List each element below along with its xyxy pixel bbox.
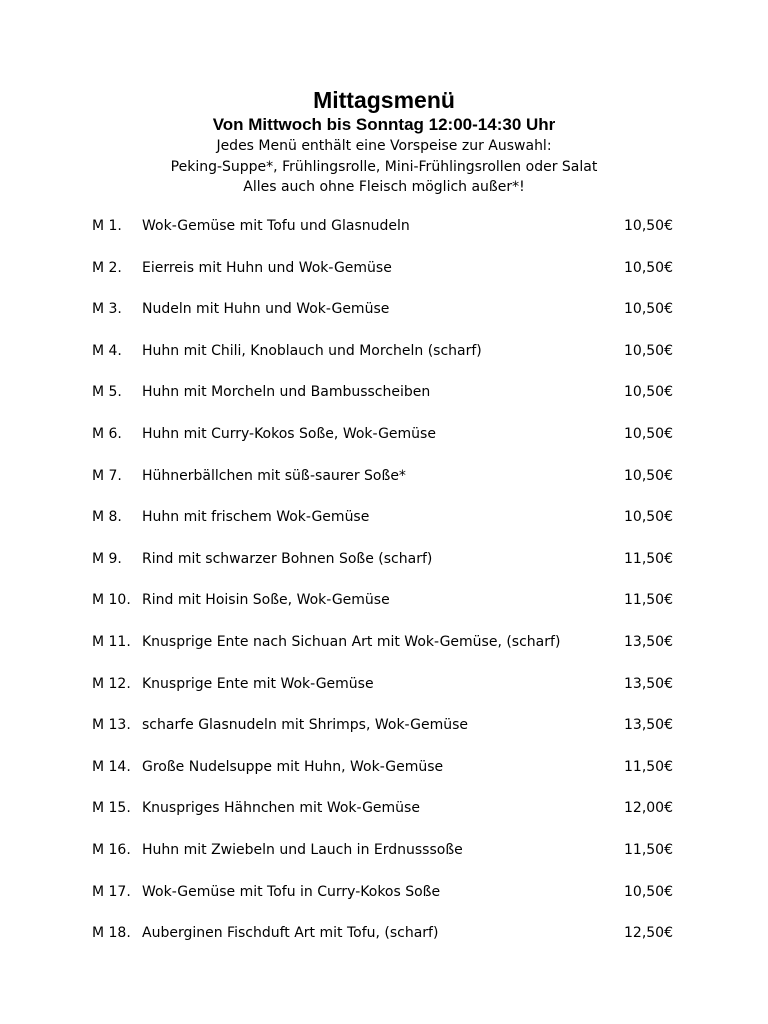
menu-item-dish: Große Nudelsuppe mit Huhn, Wok-Gemüse — [142, 758, 444, 775]
menu-item-dish: Knusprige Ente nach Sichuan Art mit Wok-Gemüse, (scharf) — [142, 633, 561, 650]
menu-item-dish: Nudeln mit Huhn und Wok-Gemüse — [142, 301, 390, 318]
menu-item-number: M 6. — [92, 425, 122, 442]
menu-item-price: 11,50€ — [624, 550, 673, 567]
menu-item-number: M 7. — [92, 467, 122, 484]
menu-item-dish: Wok-Gemüse mit Tofu und Glasnudeln — [142, 218, 410, 234]
menu-item-number: M 9. — [92, 550, 122, 567]
menu-item-dish: Huhn mit Chili, Knoblauch und Morcheln (scharf) — [142, 342, 482, 359]
menu-item-number: M 15. — [92, 800, 131, 817]
menu-item-price: 13,50€ — [624, 675, 673, 692]
menu-list — [0, 214, 768, 963]
info-line-starter: Jedes Menü enthält eine Vorspeise zur Auswahl: — [216, 138, 552, 154]
menu-item — [0, 838, 768, 880]
menu-item-dish: Knusprige Ente mit Wok-Gemüse — [142, 675, 374, 692]
menu-item-price: 11,50€ — [624, 841, 673, 858]
menu-item-price: 10,50€ — [624, 301, 673, 318]
menu-item-number: M 3. — [92, 301, 122, 318]
menu-item-price: 10,50€ — [624, 342, 673, 359]
menu-item-dish: Rind mit schwarzer Bohnen Soße (scharf) — [142, 550, 433, 567]
menu-item — [0, 713, 768, 755]
menu-item-number: M 1. — [92, 218, 122, 234]
menu-item — [0, 547, 768, 589]
menu-item — [0, 755, 768, 797]
menu-item-number: M 18. — [92, 925, 131, 942]
menu-item — [0, 256, 768, 298]
menu-item-price: 10,50€ — [624, 384, 673, 401]
menu-item-number: M 4. — [92, 342, 122, 359]
menu-item-dish: Knuspriges Hähnchen mit Wok-Gemüse — [142, 800, 420, 817]
menu-item-price: 10,50€ — [624, 425, 673, 442]
menu-item — [0, 380, 768, 422]
info-line-starter-options: Peking-Suppe*, Frühlingsrolle, Mini-Frühlingsrollen oder Salat — [170, 158, 598, 175]
menu-item-dish: Huhn mit Morcheln und Bambusscheiben — [142, 384, 431, 401]
menu-item — [0, 505, 768, 547]
menu-item-number: M 8. — [92, 509, 122, 526]
menu-item-price: 11,50€ — [624, 758, 673, 775]
menu-item-number: M 5. — [92, 384, 122, 401]
menu-item-price: 11,50€ — [624, 592, 673, 609]
menu-item-price: 10,50€ — [624, 218, 673, 234]
menu-header — [0, 86, 768, 198]
menu-item — [0, 339, 768, 381]
page-title: Mittagsmenü — [313, 87, 455, 113]
menu-item-price: 13,50€ — [624, 717, 673, 734]
menu-item-dish: Rind mit Hoisin Soße, Wok-Gemüse — [142, 592, 390, 609]
menu-item-number: M 10. — [92, 592, 131, 609]
menu-item — [0, 214, 768, 256]
menu-item-number: M 11. — [92, 633, 131, 650]
menu-item-price: 10,50€ — [624, 467, 673, 484]
menu-item-dish: Eierreis mit Huhn und Wok-Gemüse — [142, 259, 392, 276]
menu-item — [0, 796, 768, 838]
menu-item-number: M 12. — [92, 675, 131, 692]
menu-item-price: 13,50€ — [624, 633, 673, 650]
menu-item-number: M 17. — [92, 883, 131, 900]
info-line-vegetarian: Alles auch ohne Fleisch möglich außer*! — [243, 179, 525, 195]
menu-item — [0, 588, 768, 630]
menu-item — [0, 630, 768, 672]
menu-item-price: 10,50€ — [624, 509, 673, 526]
menu-item — [0, 422, 768, 464]
menu-item-price: 12,50€ — [624, 925, 673, 942]
menu-item-price: 12,00€ — [624, 800, 673, 817]
menu-item-dish: scharfe Glasnudeln mit Shrimps, Wok-Gemüse — [142, 717, 468, 734]
menu-item-number: M 16. — [92, 841, 131, 858]
menu-item — [0, 464, 768, 506]
menu-item — [0, 672, 768, 714]
menu-item-price: 10,50€ — [624, 883, 673, 900]
opening-hours: Von Mittwoch bis Sonntag 12:00-14:30 Uhr — [212, 115, 556, 134]
menu-item-dish: Huhn mit Zwiebeln und Lauch in Erdnusssoße — [142, 841, 463, 858]
menu-item-number: M 13. — [92, 717, 131, 734]
menu-item-dish: Huhn mit Curry-Kokos Soße, Wok-Gemüse — [142, 425, 436, 442]
menu-item-dish: Huhn mit frischem Wok-Gemüse — [142, 509, 370, 526]
menu-item — [0, 921, 768, 963]
menu-item-dish: Hühnerbällchen mit süß-saurer Soße* — [142, 467, 406, 484]
menu-item — [0, 880, 768, 922]
menu-item-price: 10,50€ — [624, 259, 673, 276]
menu-item-number: M 2. — [92, 259, 122, 276]
menu-item-dish: Auberginen Fischduft Art mit Tofu, (scharf) — [142, 925, 439, 942]
menu-item-number: M 14. — [92, 758, 131, 775]
menu-item — [0, 297, 768, 339]
menu-item-dish: Wok-Gemüse mit Tofu in Curry-Kokos Soße — [142, 883, 441, 900]
